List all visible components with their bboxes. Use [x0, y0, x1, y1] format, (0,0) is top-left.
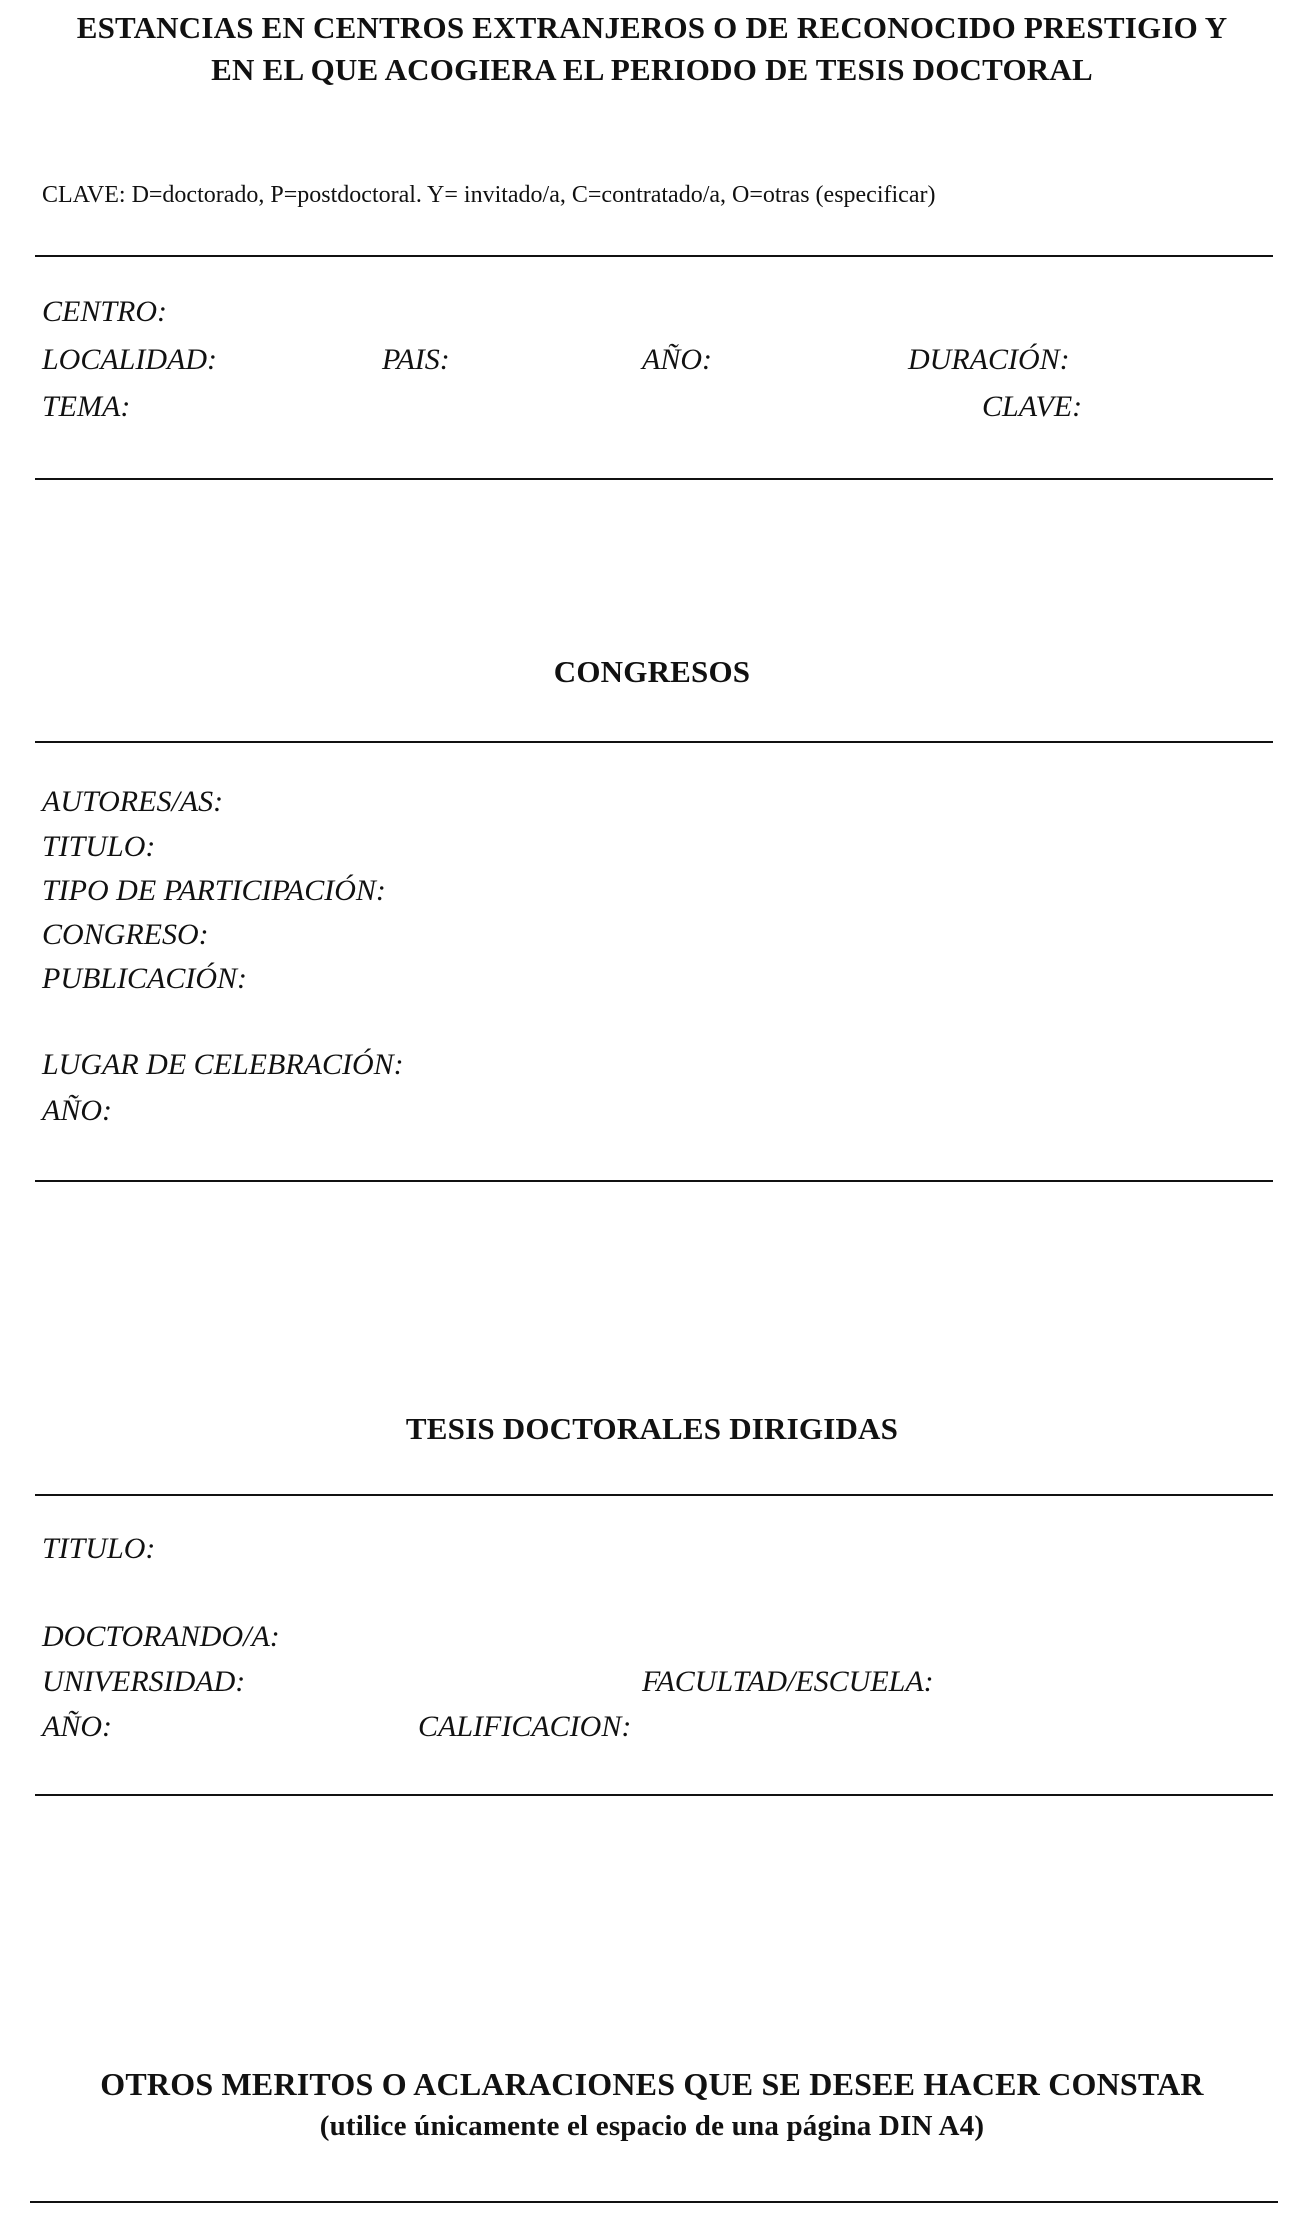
congreso-anio-label: AÑO:	[42, 1094, 112, 1127]
congresos-title: CONGRESOS	[553, 654, 751, 689]
duracion-label: DURACIÓN:	[908, 343, 1070, 376]
tesis-title: TESIS DOCTORALES DIRIGIDAS	[405, 1411, 899, 1446]
universidad-label: UNIVERSIDAD:	[42, 1665, 246, 1698]
otros-title-line1: OTROS MERITOS O ACLARACIONES QUE SE DESEE HACER CONSTAR	[100, 2066, 1204, 2102]
divider	[35, 741, 1273, 743]
autores-label: AUTORES/AS:	[42, 785, 224, 818]
tipo-participacion-label: TIPO DE PARTICIPACIÓN:	[42, 874, 386, 907]
divider	[35, 1494, 1273, 1496]
tesis-anio-label: AÑO:	[42, 1710, 112, 1743]
doctorando-label: DOCTORANDO/A:	[42, 1620, 280, 1653]
pais-label: PAIS:	[382, 343, 450, 376]
calificacion-label: CALIFICACION:	[418, 1710, 632, 1743]
anio-label: AÑO:	[642, 343, 712, 376]
titulo-label: TITULO:	[42, 830, 156, 863]
congreso-label: CONGRESO:	[42, 918, 209, 951]
tema-label: TEMA:	[42, 390, 131, 423]
divider	[30, 2201, 1278, 2203]
tesis-titulo-label: TITULO:	[42, 1532, 156, 1565]
centro-label: CENTRO:	[42, 295, 168, 328]
divider	[35, 478, 1273, 480]
estancias-title-line2: EN EL QUE ACOGIERA EL PERIODO DE TESIS DOCTORAL	[211, 52, 1093, 87]
divider	[35, 1794, 1273, 1796]
facultad-label: FACULTAD/ESCUELA:	[642, 1665, 934, 1698]
divider	[35, 1180, 1273, 1182]
divider	[35, 255, 1273, 257]
clave-note: CLAVE: D=doctorado, P=postdoctoral. Y= invitado/a, C=contratado/a, O=otras (especificar)	[42, 182, 936, 208]
publicacion-label: PUBLICACIÓN:	[42, 962, 247, 995]
estancias-title-line1: ESTANCIAS EN CENTROS EXTRANJEROS O DE RECONOCIDO PRESTIGIO Y	[76, 10, 1228, 45]
clave-label: CLAVE:	[982, 390, 1083, 423]
lugar-celebracion-label: LUGAR DE CELEBRACIÓN:	[42, 1048, 404, 1081]
localidad-label: LOCALIDAD:	[42, 343, 218, 376]
otros-title-line2: (utilice únicamente el espacio de una página DIN A4)	[319, 2110, 985, 2142]
